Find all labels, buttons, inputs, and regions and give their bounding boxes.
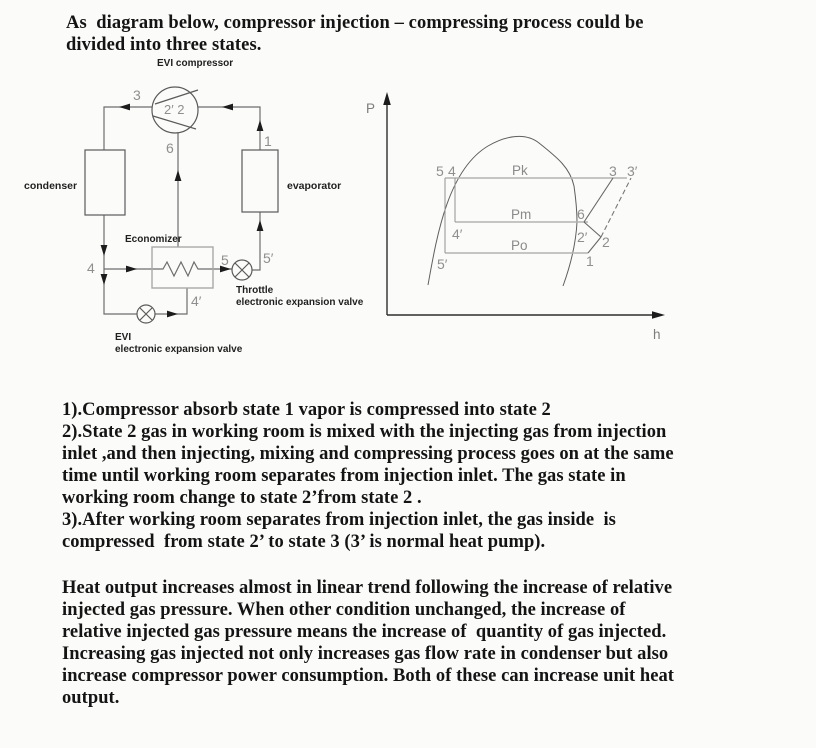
pm-label: Pm <box>511 207 532 222</box>
text-line: working room change to state 2’from state 2 . <box>62 488 422 508</box>
ph-point-5: 5 <box>436 163 444 179</box>
text-line: Increasing gas injected not only increases gas flow rate in condenser but also <box>62 644 669 664</box>
flow-arrow-to-evi <box>101 274 108 285</box>
text-line: Heat output increases almost in linear trend following the increase of relative <box>62 578 673 598</box>
saturation-dome-curve <box>428 136 577 286</box>
pipe-evi-to-economizer <box>155 288 187 314</box>
title-line: As diagram below, compressor injection – compressing process could be <box>66 13 644 33</box>
pipe-discharge-to-condenser <box>104 107 152 150</box>
point-label-5: 5 <box>221 252 229 268</box>
h-axis-label: h <box>653 327 661 342</box>
p-axis-label: P <box>366 101 376 116</box>
text-line: compressed from state 2’ to state 3 (3’ is normal heat pump). <box>62 532 546 552</box>
text-line: 3).After working room separates from injection inlet, the gas inside is <box>62 510 616 530</box>
compressor-label: EVI compressor <box>157 58 234 69</box>
text-line: time until working room separates from injection inlet. The gas state in <box>62 466 626 486</box>
evi-valve-icon <box>137 305 155 323</box>
text-line: 2).State 2 gas in working room is mixed with the injecting gas from injection <box>62 422 667 442</box>
compressor-state-label: 2′ 2 <box>164 102 185 117</box>
paragraph-heat-output <box>62 577 774 709</box>
throttle-valve-icon <box>232 260 252 280</box>
pipe-condenser-to-valves <box>104 215 137 314</box>
p-axis-arrowhead <box>383 92 391 105</box>
flow-arrow-injection <box>175 170 182 181</box>
point-label-3: 3 <box>133 87 141 103</box>
point-label-5p: 5′ <box>263 250 274 266</box>
h-axis-arrowhead <box>652 311 665 319</box>
text-line: increase compressor power consumption. Both of these can increase unit heat <box>62 666 674 686</box>
condenser-box <box>85 150 125 215</box>
pipe-throttle-to-evaporator <box>252 212 260 270</box>
paragraph-states <box>62 399 774 553</box>
throttle-valve-name: Throttle <box>236 285 274 296</box>
evaporator-box <box>242 150 278 212</box>
flow-arrow-suction <box>222 104 233 111</box>
ph-point-1: 1 <box>586 253 594 269</box>
pk-label: Pk <box>512 163 528 178</box>
flow-arrow-after-evi <box>167 311 178 318</box>
ph-point-3: 3 <box>609 163 617 179</box>
ph-point-6: 6 <box>577 206 585 222</box>
compression-line-2p-3 <box>584 178 613 222</box>
compression-line-2-3p-dashed <box>601 178 631 237</box>
evi-valve-type: electronic expansion valve <box>115 344 243 355</box>
text-line: injected gas pressure. When other condition unchanged, the increase of <box>62 600 626 620</box>
economizer-box <box>152 247 213 288</box>
ph-point-4p: 4′ <box>452 226 463 242</box>
flow-arrow-evaporator-in <box>257 220 264 231</box>
text-line: relative injected gas pressure means the increase of quantity of gas injected. <box>62 622 667 642</box>
text-line: 1).Compressor absorb state 1 vapor is compressed into state 2 <box>62 400 551 420</box>
evi-valve-name: EVI <box>115 332 132 343</box>
point-label-1: 1 <box>264 133 272 149</box>
throttle-valve-type: electronic expansion valve <box>236 297 364 308</box>
point-label-4: 4 <box>87 260 95 276</box>
economizer-coil <box>152 262 213 276</box>
point-label-4p: 4′ <box>191 293 202 309</box>
ph-point-4: 4 <box>448 163 456 179</box>
condenser-label: condenser <box>24 180 78 192</box>
flow-arrow-to-economizer <box>126 266 137 273</box>
point-label-6: 6 <box>166 140 174 156</box>
pipe-evaporator-to-compressor <box>198 107 260 150</box>
flow-arrow-left <box>119 104 130 111</box>
title-line: divided into three states. <box>66 35 262 55</box>
flow-arrow-evaporator-out <box>257 120 264 131</box>
ph-point-5p: 5′ <box>437 256 448 272</box>
compression-line-1-2 <box>588 237 601 253</box>
evaporator-label: evaporator <box>287 180 342 192</box>
flow-arrow-condenser-down <box>101 245 108 256</box>
text-line: output. <box>62 688 120 708</box>
po-label: Po <box>511 238 528 253</box>
figure-canvas <box>0 0 700 380</box>
ph-diagram <box>366 92 665 342</box>
economizer-label: Economizer <box>125 234 182 245</box>
text-line: inlet ,and then injecting, mixing and compressing process goes on at the same <box>62 444 674 464</box>
refrigeration-schematic <box>24 58 364 355</box>
ph-point-2p: 2′ <box>577 229 588 245</box>
ph-point-3p: 3′ <box>627 163 638 179</box>
ph-point-2: 2 <box>602 234 610 250</box>
